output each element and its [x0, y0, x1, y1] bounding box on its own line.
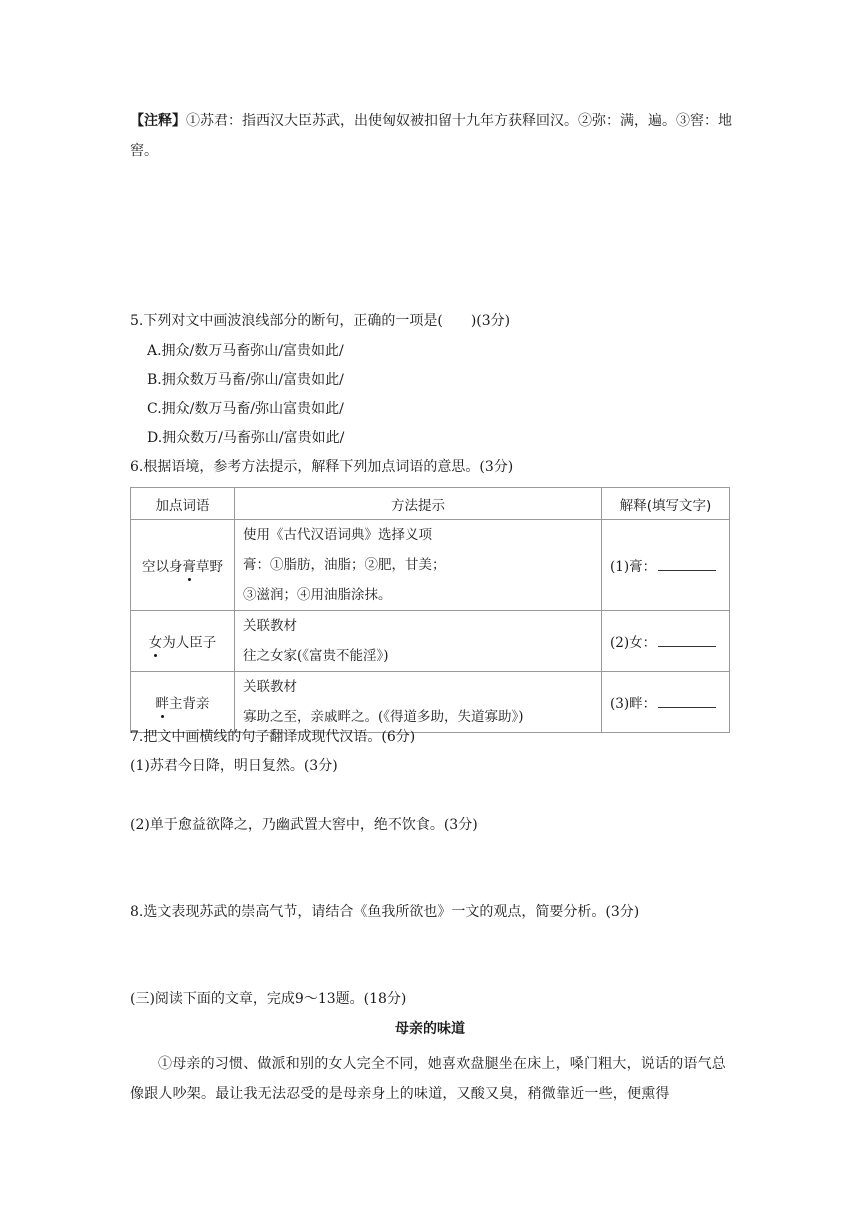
method-table	[130, 487, 730, 733]
hint-line: 寡助之至，亲戚畔之。(《得道多助，失道寡助》)	[243, 709, 524, 725]
method-hint	[235, 611, 602, 672]
answer-cell	[602, 611, 730, 672]
dotted-word: 女	[148, 635, 163, 651]
q7-item-2: (2)单于愈益欲降之，乃幽武置大窖中，绝不饮食。(3分)	[130, 817, 478, 833]
table-row	[131, 672, 730, 733]
hint-line: 关联教材	[243, 618, 297, 634]
answer-label: (2)女：	[610, 635, 657, 651]
dotted-phrase	[131, 520, 235, 611]
article-title: 母亲的味道	[395, 1021, 465, 1037]
article-paragraph: ①母亲的习惯、做派和别的女人完全不同，她喜欢盘腿坐在床上，嗓门粗大，说话的语气总像跟人吵架。最让我无法忍受的是母亲身上的味道，又酸又臭，稍微靠近一些，便熏得	[130, 1056, 726, 1102]
table-header-row	[131, 488, 730, 520]
header-answer: 解释(填写文字)	[602, 488, 730, 520]
phrase-post: 主背亲	[169, 696, 210, 712]
method-hint	[235, 520, 602, 611]
phrase-post: 为人臣子	[162, 635, 217, 651]
dotted-word: 膏	[182, 559, 196, 575]
answer-blank[interactable]	[658, 558, 716, 571]
q7-item-1: (1)苏君今日降，明日复然。(3分)	[130, 758, 338, 774]
question-8-stem: 8.选文表现苏武的崇高气节，请结合《鱼我所欲也》一文的观点，简要分析。(3分)	[130, 904, 640, 920]
hint-line: ③滋润；④用油脂涂抹。	[243, 587, 392, 603]
hint-line: 使用《古代汉语词典》选择义项	[243, 527, 432, 543]
q5-option-a: A.拥众/数万马畜弥山/富贵如此/	[147, 343, 344, 359]
question-7-stem: 7.把文中画横线的句子翻译成现代汉语。(6分)	[130, 729, 416, 745]
header-word: 加点词语	[131, 488, 235, 520]
annotation-note	[130, 106, 740, 166]
q5-option-d: D.拥众数万/马畜弥山/富贵如此/	[147, 430, 345, 446]
table-row	[131, 611, 730, 672]
method-hint	[235, 672, 602, 733]
question-6-stem: 6.根据语境，参考方法提示，解释下列加点词语的意思。(3分)	[130, 459, 514, 475]
hint-line: 关联教材	[243, 679, 297, 695]
section-3-heading: (三)阅读下面的文章，完成9～13题。(18分)	[130, 991, 407, 1007]
answer-label: (3)畔：	[610, 696, 657, 712]
dotted-phrase	[131, 611, 235, 672]
phrase-post: 草野	[196, 559, 223, 575]
phrase-pre: 空以身	[142, 559, 183, 575]
hint-line: 膏：①脂肪，油脂；②肥，甘美；	[243, 557, 446, 573]
q5-option-c: C.拥众/数万马畜/弥山富贵如此/	[147, 401, 344, 417]
answer-blank[interactable]	[658, 695, 716, 708]
hint-line: 往之女家(《富贵不能淫》)	[243, 648, 389, 664]
note-label: 【注释】	[130, 113, 186, 129]
note-text: ①苏君：指西汉大臣苏武，出使匈奴被扣留十九年方获释回汉。②弥：满，遍。③窖：地窖。	[130, 113, 732, 159]
answer-cell	[602, 672, 730, 733]
dotted-word: 畔	[155, 696, 169, 712]
question-5-stem: 5.下列对文中画波浪线部分的断句，正确的一项是( )(3分)	[130, 313, 511, 329]
answer-blank[interactable]	[658, 634, 716, 647]
table-row	[131, 520, 730, 611]
q5-option-b: B.拥众数万马畜/弥山/富贵如此/	[147, 372, 344, 388]
header-method: 方法提示	[235, 488, 602, 520]
dotted-phrase	[131, 672, 235, 733]
answer-cell	[602, 520, 730, 611]
answer-label: (1)膏：	[610, 559, 657, 575]
